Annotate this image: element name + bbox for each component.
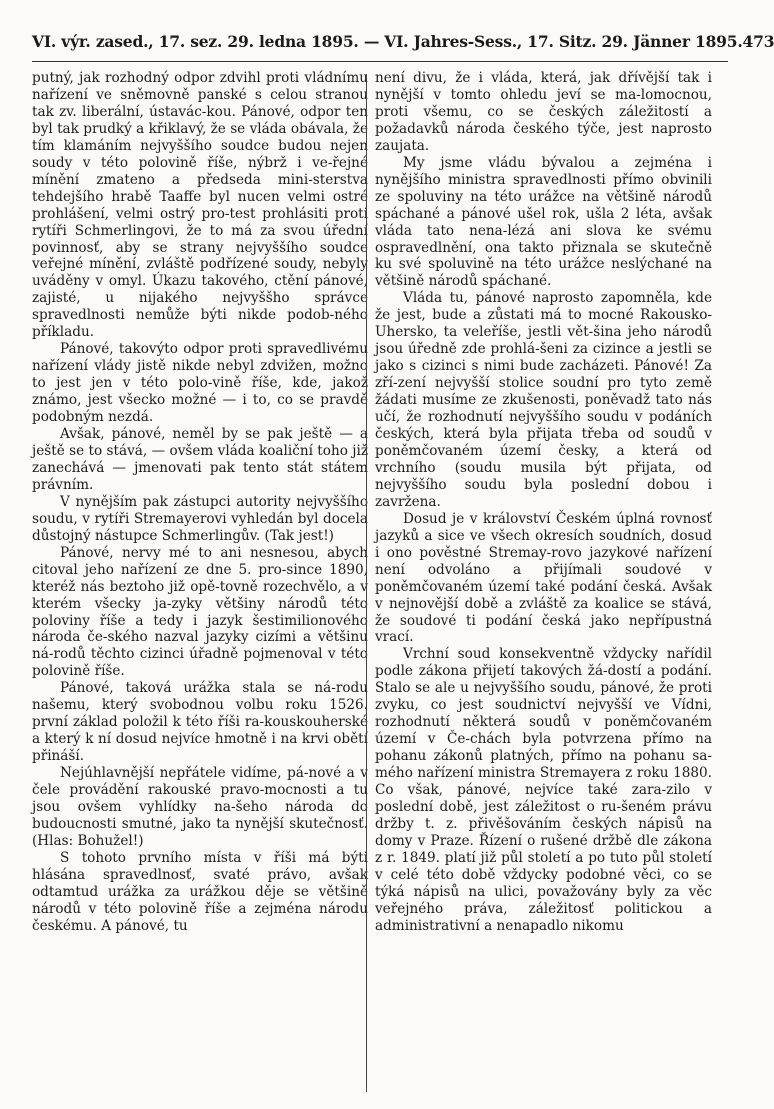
paragraph: Pánové, taková urážka stala se ná-rodu našemu, který svobodnou volbu roku 1526. první základ položil k této říši ra-kouskouherské a který k ní dosud nejvíce hmotně i na krvi obětí přináší. bbox=[32, 680, 368, 765]
paragraph: Vrchní soud konsekventně vždycky nařídil podle zákona přijetí takových žá-dostí a podání. Stalo se ale u nejvyššího soudu, pánové, že proti zvyku, co jest soudnictví nejvyšší ve Vídni, rozhodnutí některá soudů v poněmčovaném území v Če-chách byla potvrzena přímo na pohanu zákonů platných, přímo na pohanu sa-mého nařízení ministra Stremayera z roku 1880. Co však, pánové, nejvíce také zara-zilo v poslední době, jest záležitost o ru-šeném právu držby t. z. přivěšováním českých nápisů na domy v Praze. Řízení o rušené držbě dle zákona z r. 1849. platí již půl století a po tuto půl století v celé této době vždycky podobné věci, co se týká nápisů na ulici, považovány byly za věc veřejného práva, záležitosť politickou a administrativní a nenapadlo nikomu bbox=[375, 646, 712, 934]
paragraph: není divu, že i vláda, která, jak dřívější tak i nynější v tomto ohledu jeví se ma-lomocnou, proti všemu, co se českých záležitostí a požadavků národa českého týče, jest naprosto zaujata. bbox=[375, 70, 712, 154]
paragraph: Vláda tu, pánové naprosto zapomněla, kde že jest, bude a zůstati má to mocné Rakousko-Uhersko, ta veleříše, jestli vět-šina jeho národů jsou úředně zde prohlá-šeni za cizince a jestli se jako s cizinci s nimi bude zacházeti. Pánové! Za zří-zení nejvyšší stolice soudní pro tyto země žádati musíme ze zkušenosti, poněvadž tato nás učí, že rozhodnutí nejvyššího soudu v podáních českých, která byla přijata třeba od soudů v poněmčovaném území česky, a která od vrchního (soudu musila být přijata, od nejvyššího soudu byla poslední dobou i zavržena. bbox=[375, 290, 712, 510]
paragraph: Pánové, takovýto odpor proti spravedlivému nařízení vlády jistě nikde nebyl zdvižen, možno to jest jen v této polo-vině říše, kde, jakož známo, jest všecko možné — i to, co se pravdě podobným nezdá. bbox=[32, 341, 368, 426]
paragraph: V nynějším pak zástupci autority nejvyššího soudu, v rytíři Stremayerovi vyhledán byl docela důstojný nástupce Schmerlingův. (Tak jest!) bbox=[32, 493, 368, 544]
paragraph: Dosud je v království Českém úplná rovnosť jazyků a sice ve všech okresích soudních, dosud i ono pověstné Stremay-rovo jazykové nařízení není odvoláno a přijímali soudové v poněmčovaném území také podání česká. Avšak v nejnovější době a zvláště za koalice se stává, že soudové ti podání česká jako nepřípustná vrací. bbox=[375, 510, 712, 646]
page-number: 473 bbox=[742, 32, 774, 51]
paragraph: S tohoto prvního místa v říši má býti hlásána spravedlnosť, svaté právo, avšak odtamtud urážka za urážkou děje se většině národů v této polovině říše a zejména národu českému. A pánové, tu bbox=[32, 849, 368, 934]
left-column bbox=[32, 70, 368, 935]
paragraph: Nejúhlavnější nepřátele vidíme, pá-nové a v čele provádění rakouské pravo-mocnosti a tu jsou ovšem vyhlídky na-šeho národa do budoucnosti smutné, jako ta nynější skutečnosť. (Hlas: Bohužel!) bbox=[32, 765, 368, 849]
column-divider bbox=[366, 74, 367, 1092]
paragraph: My jsme vládu bývalou a zejména i nynějšího ministra spravedlnosti přímo obvinili ze spoluviny na této urážce na většině národů spáchané a pánové ušel rok, ušla 2 léta, avšak vláda tato nena-lézá ani slova ke svému ospravedlnění, ona takto přiznala se skutečně ku své spoluvině na této urážce neslýchané na většině národů spáchané. bbox=[375, 154, 712, 290]
page-header bbox=[32, 32, 774, 58]
running-head: VI. výr. zased., 17. sez. 29. ledna 1895. — VI. Jahres-Sess., 17. Sitz. 29. Jänner 1895. bbox=[32, 32, 743, 51]
paragraph: Avšak, pánové, neměl by se pak ještě — a ještě se to stává, — ovšem vláda koaliční toho již zanechává — jmenovati pak tento stát státem právním. bbox=[32, 426, 368, 493]
header-rule bbox=[32, 61, 728, 62]
paragraph: Pánové, nervy mé to ani nesnesou, abych citoval jeho nařízení ze dne 5. pro-since 1890, kteréž nás beztoho již opě-tovně rozechvělo, a v kterém všecky ja-zyky většiny národů této poloviny říše a tedy i jazyk šestimilionového národa če-ského nazval jazyky cizími a většinu ná-rodů těchto cizinci úřadně pojmenoval v této polovině říše. bbox=[32, 544, 368, 680]
right-column bbox=[375, 70, 712, 935]
paragraph: putný, jak rozhodný odpor zdvihl proti vládnímu nařízení ve sněmovně panské s celou stranou tak zv. liberální, ústavác-kou. Pánové, odpor ten byl tak prudký a křiklavý, že se vláda obávala, že tím klamáním nejvyššího soudce budou nejen soudy v této polovině říše, nýbrž i ve-řejné mínění zmateno a předseda mini-sterstva tehdejšího hrabě Taaffe byl nucen velmi ostré prohlášení, velmi ostrý pro-test prohlásiti proti rytíři Schmerlingovi, že to má za svou úřední povinnosť, aby se strany nejvyššího soudce veřejné mínění, zvláště podřízené soudy, nebyly uváděny v omyl. Úkazu takového, ctění pánové, zajisté, u nijakého nejvyššho správce spravedlnosti nemůže býti nikde podob-ného příkladu. bbox=[32, 70, 368, 341]
